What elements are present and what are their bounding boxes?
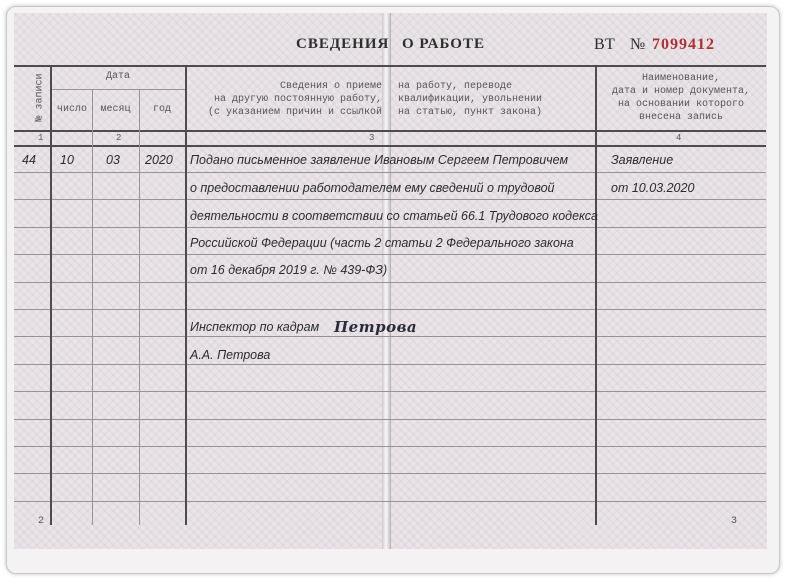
inspector-signature: Петрова [334, 318, 418, 336]
serial-series: ВТ [594, 36, 616, 53]
header-doc-4: внесена запись [638, 112, 723, 123]
ruled-line [14, 282, 766, 283]
header-info-right-1: на работу, переводе [398, 81, 513, 92]
header-record-no: № записи [34, 73, 46, 122]
ruled-line [14, 419, 766, 420]
ruled-line [14, 199, 766, 200]
ruled-line [14, 172, 766, 173]
entry-doc-name: Заявление [611, 153, 674, 167]
header-info-right-2: квалификации, увольнении [398, 94, 543, 105]
entry-line-5: от 16 декабря 2019 г. № 439-ФЗ) [190, 263, 388, 277]
header-year: год [152, 104, 171, 115]
header-info-right-3: на статью, пункт закона) [398, 107, 543, 118]
col-rule-year [185, 65, 187, 525]
col-rule-no [50, 65, 52, 525]
header-bottom-rule [14, 130, 766, 132]
index-bottom-rule [14, 145, 766, 147]
header-month: месяц [100, 104, 131, 115]
entry-line-3: деятельности в соответствии со статьей 66.1 Трудового кодекса [190, 209, 599, 223]
header-day: число [56, 104, 87, 115]
col-rule-day [92, 89, 93, 525]
ruled-line [14, 364, 766, 365]
header-info-left-2: на другую постоянную работу, [213, 94, 382, 105]
page-number-left: 2 [38, 516, 45, 527]
entry-month: 03 [106, 153, 120, 167]
entry-line-1: Подано письменное заявление Ивановым Сергеем Петровичем [190, 153, 569, 167]
col-rule-month [139, 89, 140, 525]
ruled-line [14, 473, 766, 474]
header-doc-1: Наименование, [641, 73, 720, 84]
header-doc-3: на основании которого [617, 99, 745, 110]
date-subrule [50, 89, 186, 90]
ruled-line [14, 391, 766, 392]
header-doc-2: дата и номер документа, [611, 86, 751, 97]
col-index-1: 1 [38, 133, 44, 143]
ruled-line [14, 309, 766, 310]
title-right: О РАБОТЕ [402, 36, 485, 52]
ruled-line [14, 227, 766, 228]
entry-year: 2020 [145, 153, 173, 167]
ruled-line [14, 336, 766, 337]
ruled-line [14, 254, 766, 255]
page-number-right: 3 [731, 516, 738, 527]
header-info-left-3: (с указанием причин и ссылкой [207, 107, 382, 118]
title-left: СВЕДЕНИЯ [296, 36, 390, 52]
entry-doc-date: от 10.03.2020 [611, 181, 695, 195]
serial-number: 7099412 [652, 36, 715, 53]
table-top-rule [14, 65, 766, 67]
entry-day: 10 [60, 153, 74, 167]
serial-number-sign: № [630, 36, 646, 53]
col-index-4: 4 [676, 133, 682, 143]
col-index-2: 2 [116, 133, 122, 143]
inspector-label: Инспектор по кадрам [190, 320, 320, 334]
entry-record-no: 44 [22, 153, 36, 167]
inspector-name: А.А. Петрова [190, 348, 271, 362]
ruled-line [14, 446, 766, 447]
header-info-left-1: Сведения о приеме [279, 81, 382, 92]
header-date: Дата [105, 71, 130, 82]
col-index-3: 3 [369, 133, 375, 143]
entry-line-2: о предоставлении работодателем ему сведений о трудовой [190, 181, 555, 195]
entry-line-4: Российской Федерации (часть 2 статьи 2 Федерального закона [190, 236, 574, 250]
col-rule-doc [595, 65, 597, 525]
ruled-line [14, 501, 766, 502]
